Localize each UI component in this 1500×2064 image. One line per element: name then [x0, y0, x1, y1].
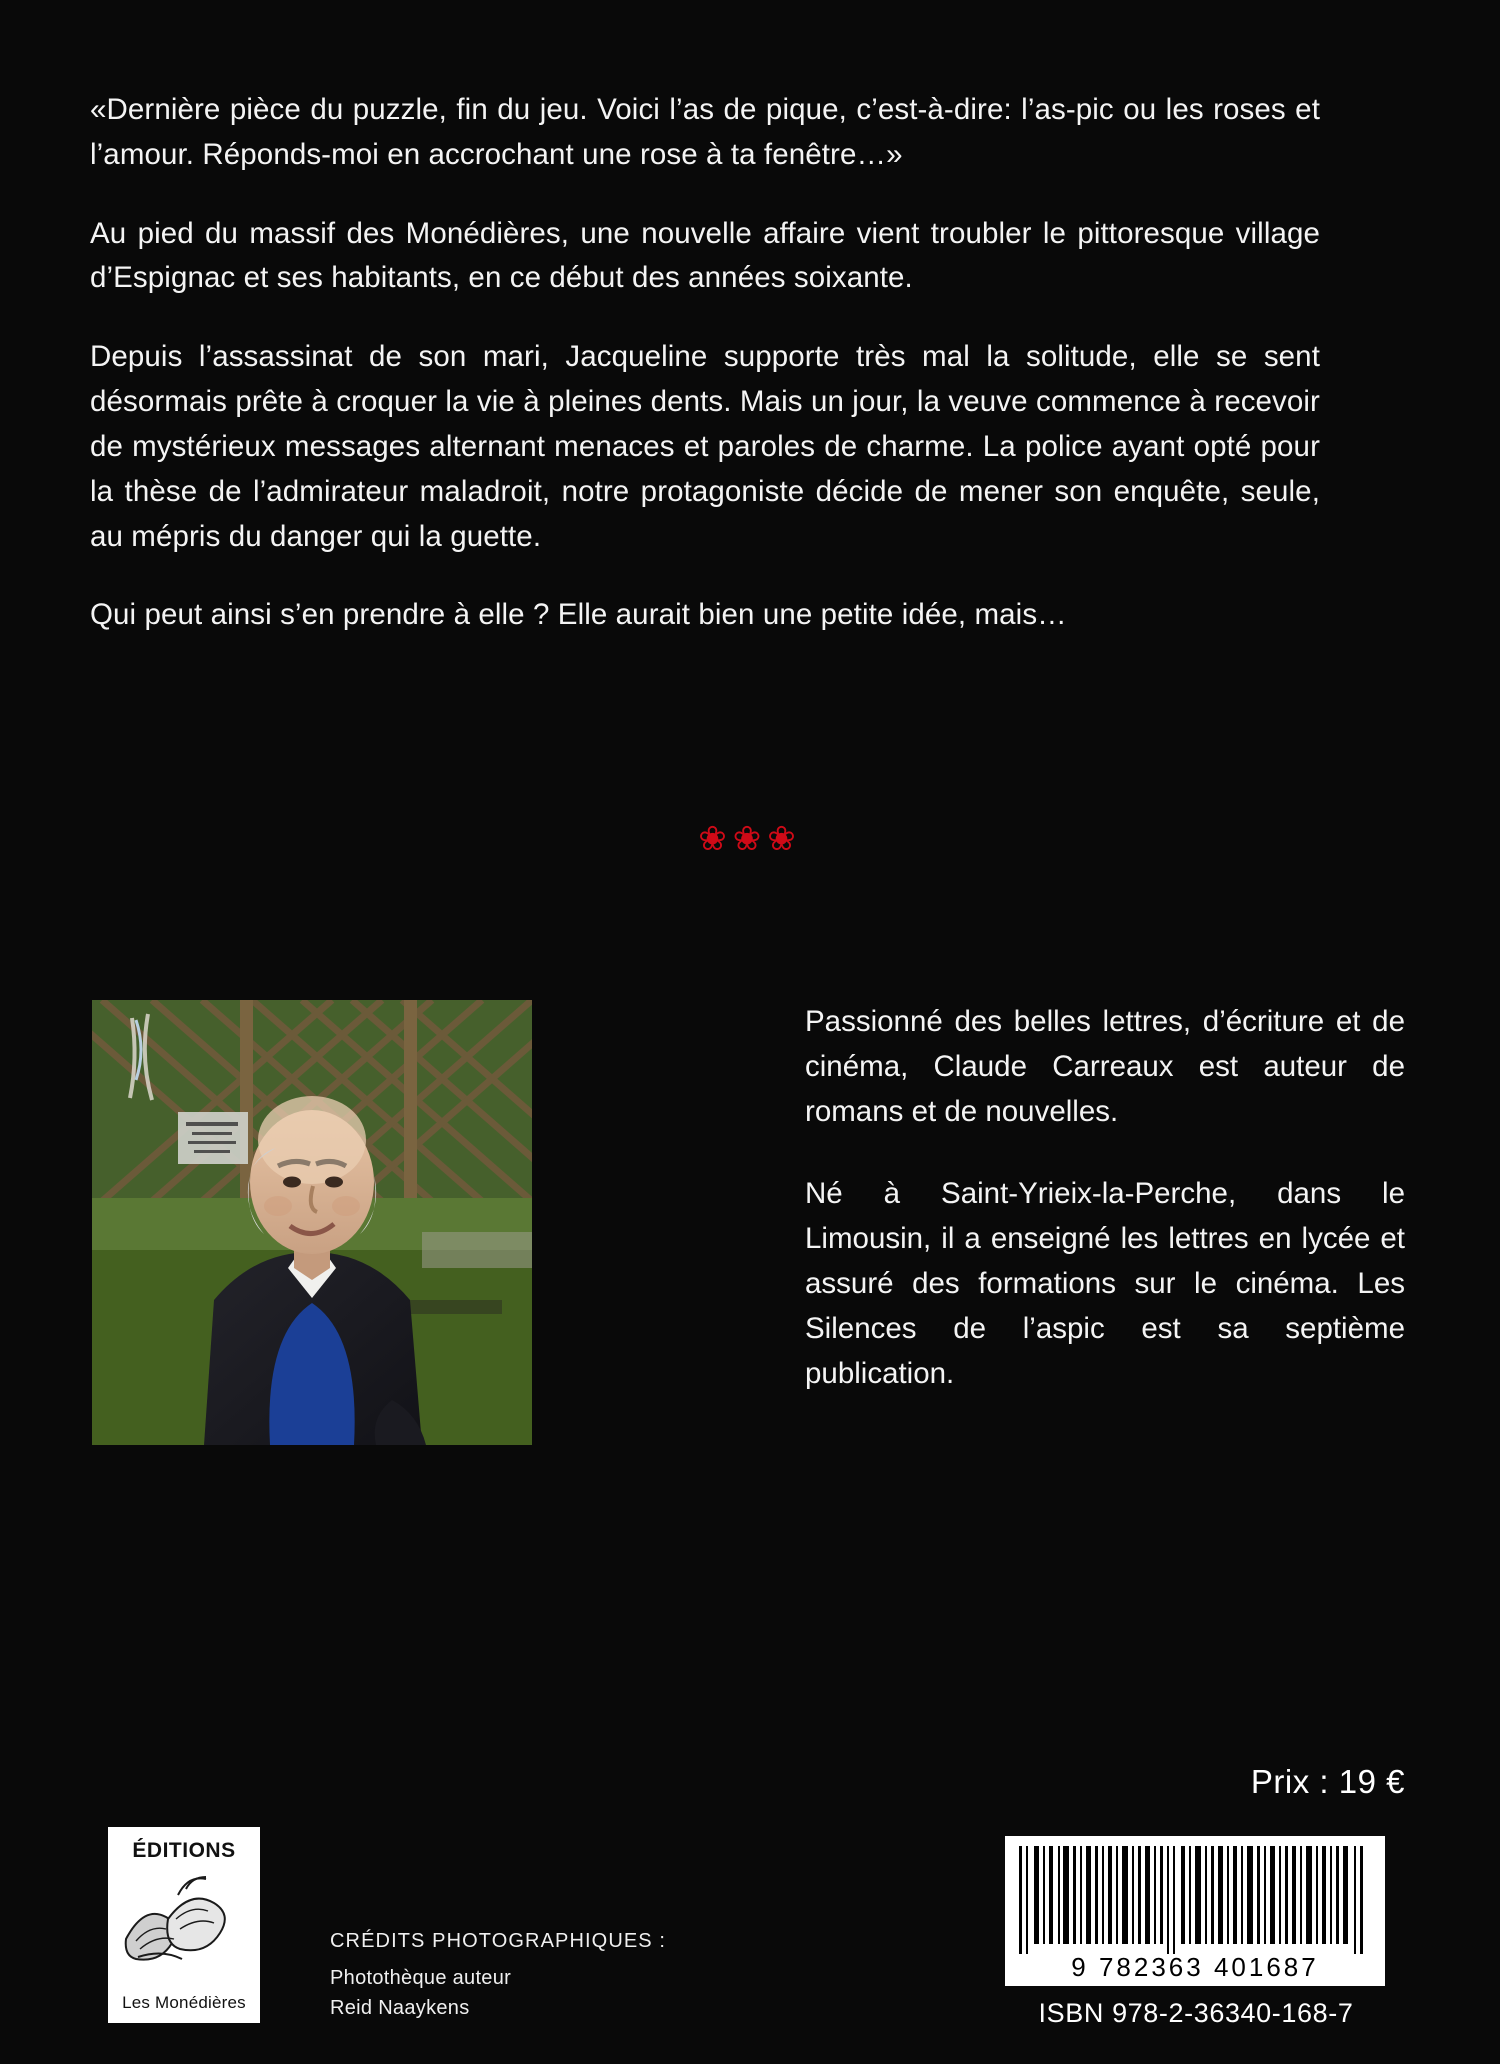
- blurb-paragraph-setting: Au pied du massif des Monédières, une nouvelle affaire vient troubler le pittoresque village d’Espignac et ses habitants, en ce début des années soixante.: [90, 216, 1320, 295]
- blurb-paragraph-quote: «Dernière pièce du puzzle, fin du jeu. Voici l’as de pique, c’est-à-dire: l’as-pic ou les roses et l’amour. Réponds-moi en accrochant une rose à ta fenêtre…»: [90, 93, 1320, 171]
- isbn-label: ISBN 978-2-36340-168-7: [1038, 1998, 1354, 2028]
- barcode: [1005, 1836, 1385, 1986]
- photo-credits-line-2: Reid Naaykens: [330, 1997, 470, 2019]
- author-bio-paragraph-1: Passionné des belles lettres, d’écriture et de cinéma, Claude Carreaux est auteur de romans et de nouvelles.: [805, 1005, 1405, 1128]
- author-portrait-illustration: [92, 1000, 532, 1445]
- photo-credits-title: CRÉDITS PHOTOGRAPHIQUES :: [330, 1930, 667, 1952]
- photo-credits-line-1: Photothèque auteur: [330, 1967, 512, 1989]
- floral-ornament-icon: ❀❀❀: [698, 820, 802, 858]
- blurb-paragraph-plot: Depuis l’assassinat de son mari, Jacqueline supporte très mal la solitude, elle se sent désormais prête à croquer la vie à pleines dents. Mais un jour, la veuve commence à recevoir de mystérieux messages alternant menaces et paroles de charme. La police ayant opté pour la thèse de l’admirateur maladroit, notre protagoniste décide de mener son enquête, seule, au mépris du danger qui la guette.: [90, 340, 1320, 553]
- barcode-digits: 9 782363 401687: [1071, 1952, 1319, 1982]
- publisher-logo: [108, 1827, 260, 2023]
- photo-credits-block: [330, 1930, 760, 2023]
- blurb-paragraph-hook: Qui peut ainsi s’en prendre à elle ? Elle aurait bien une petite idée, mais…: [90, 598, 1067, 632]
- publisher-logo-mark-icon: [116, 1869, 252, 1979]
- author-bio-block: [805, 1000, 1405, 1397]
- price-label: Prix : 19 €: [1250, 1763, 1405, 1800]
- author-portrait-photo: [92, 1000, 532, 1445]
- author-bio-paragraph-2: Né à Saint-Yrieix-la-Perche, dans le Limousin, il a enseigné les lettres en lycée et assuré des formations sur le cinéma. Les Silences de l’aspic est sa septième publication.: [805, 1177, 1405, 1390]
- blurb-text-block: [90, 88, 1320, 638]
- barcode-bars: [1005, 1836, 1385, 1986]
- publisher-logo-line1: ÉDITIONS: [132, 1839, 236, 1862]
- publisher-logo-line2: Les Monédières: [122, 1993, 246, 2012]
